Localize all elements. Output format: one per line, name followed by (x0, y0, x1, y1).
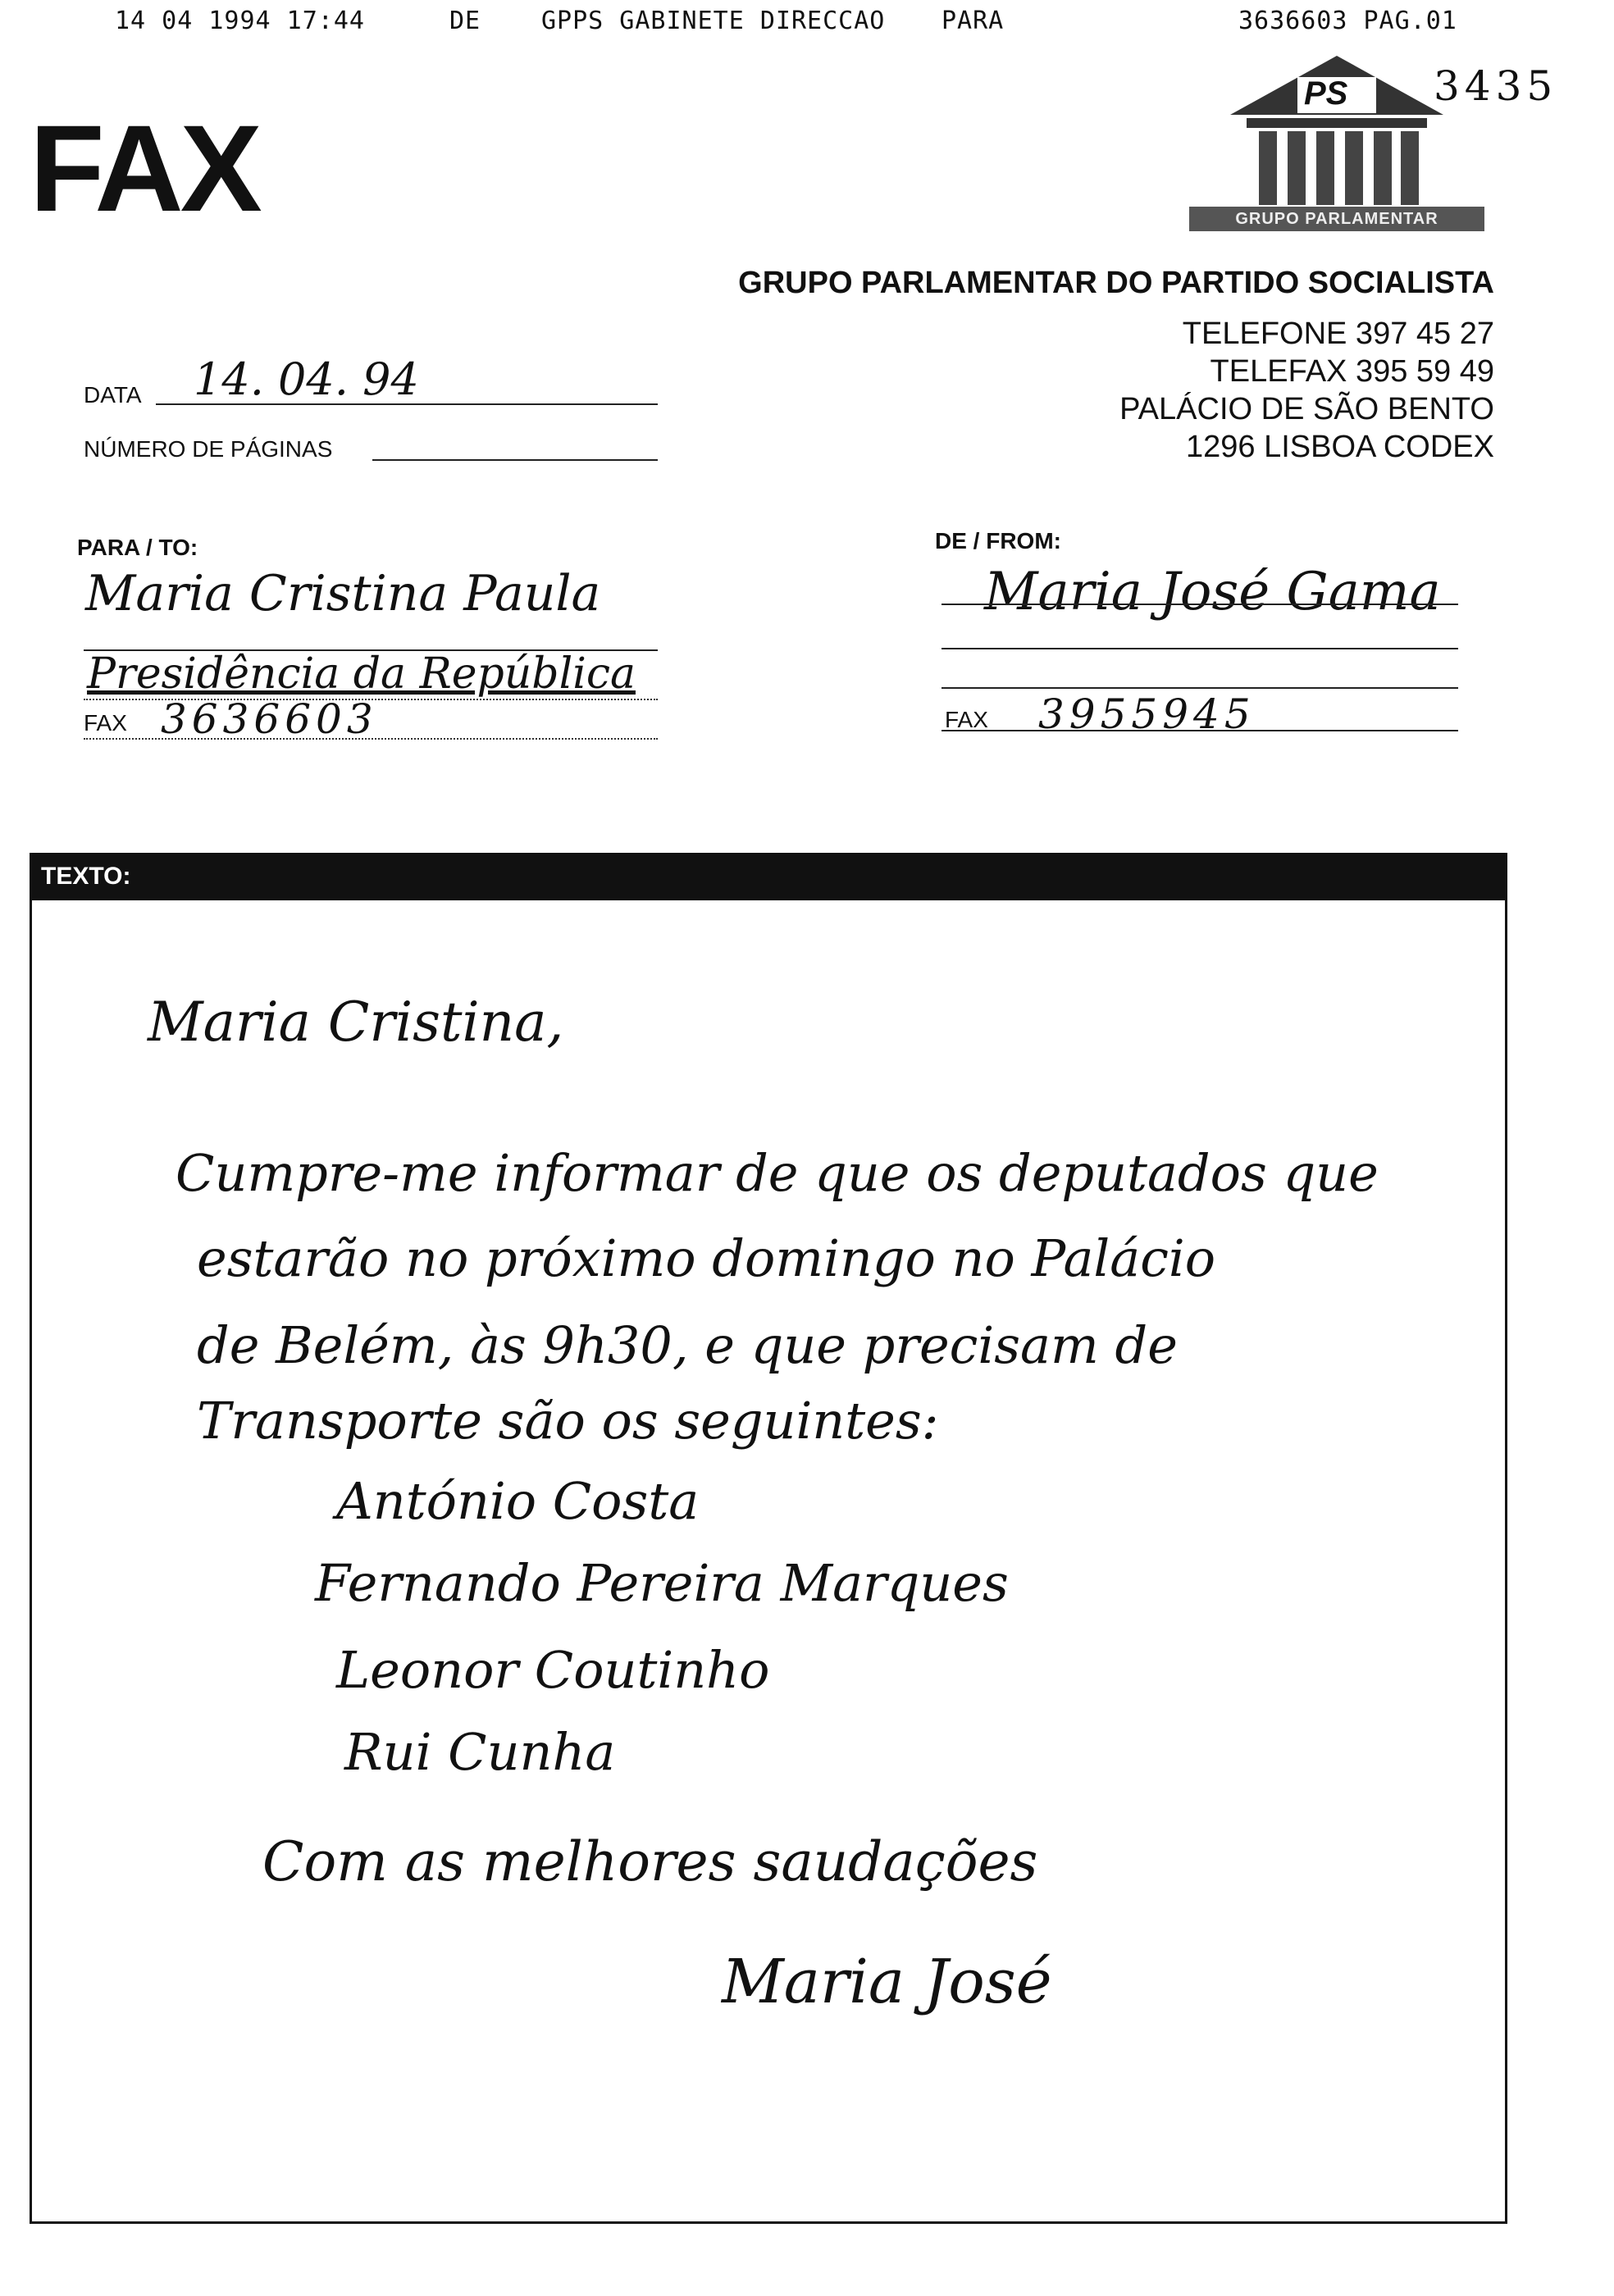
from-line-4 (942, 730, 1458, 731)
organization-address: PALÁCIO DE SÃO BENTO (1119, 392, 1494, 426)
body-line-3: de Belém, às 9h30, e que precisam de (197, 1315, 1178, 1375)
texto-header-bar (30, 853, 1507, 900)
from-label: DE / FROM: (935, 528, 1061, 554)
organization-city: 1296 LISBOA CODEX (1186, 430, 1494, 464)
fax-para-label: PARA (942, 7, 1005, 35)
to-label: PARA / TO: (77, 535, 198, 560)
organization-telefone: TELEFONE 397 45 27 (1182, 317, 1494, 351)
logo-text: PS (1304, 75, 1348, 112)
to-organization: Presidência da República (87, 649, 636, 699)
fax-de-label: DE (449, 7, 481, 35)
date-label: DATA (84, 382, 142, 408)
fax-sender: GPPS GABINETE DIRECCAO (541, 7, 886, 35)
to-fax-label: FAX (84, 710, 127, 736)
to-fax-value: 3636603 (161, 695, 378, 743)
pages-label: NÚMERO DE PÁGINAS (84, 436, 333, 462)
texto-label: TEXTO: (41, 863, 131, 890)
fax-number-page: 3636603 PAG.01 (1238, 7, 1457, 35)
fax-datetime: 14 04 1994 17:44 (115, 7, 365, 35)
from-fax-label: FAX (945, 707, 988, 732)
name-item-2: Fernando Pereira Marques (315, 1553, 1009, 1613)
organization-name: GRUPO PARLAMENTAR DO PARTIDO SOCIALISTA (738, 266, 1494, 300)
logo-caption: GRUPO PARLAMENTAR (1235, 210, 1438, 228)
organization-telefax: TELEFAX 395 59 49 (1210, 354, 1494, 389)
to-line-3 (84, 738, 658, 740)
page-title: FAX (30, 99, 259, 237)
body-line-1: Cumpre-me informar de que os deputados que (176, 1143, 1379, 1203)
pages-line (372, 459, 658, 461)
from-name: Maria José Gama (984, 562, 1441, 622)
closing: Com as melhores saudações (262, 1830, 1038, 1893)
body-line-2: estarão no próximo domingo no Palácio (197, 1228, 1216, 1288)
date-value: 14. 04. 94 (194, 353, 419, 405)
name-item-4: Rui Cunha (344, 1722, 616, 1782)
name-item-1: António Costa (336, 1471, 700, 1531)
body-line-4: Transporte são os seguintes: (197, 1391, 939, 1451)
from-line-1 (942, 604, 1458, 605)
from-fax-value: 3955945 (1038, 690, 1256, 738)
from-line-2 (942, 648, 1458, 649)
texto-box (30, 853, 1507, 2224)
stamp-number: 3435 (1434, 62, 1558, 110)
salutation: Maria Cristina, (148, 991, 564, 1054)
to-name: Maria Cristina Paula (85, 565, 601, 622)
signature: Maria José (722, 1947, 1052, 2017)
from-line-3 (942, 687, 1458, 689)
name-item-3: Leonor Coutinho (336, 1640, 770, 1700)
